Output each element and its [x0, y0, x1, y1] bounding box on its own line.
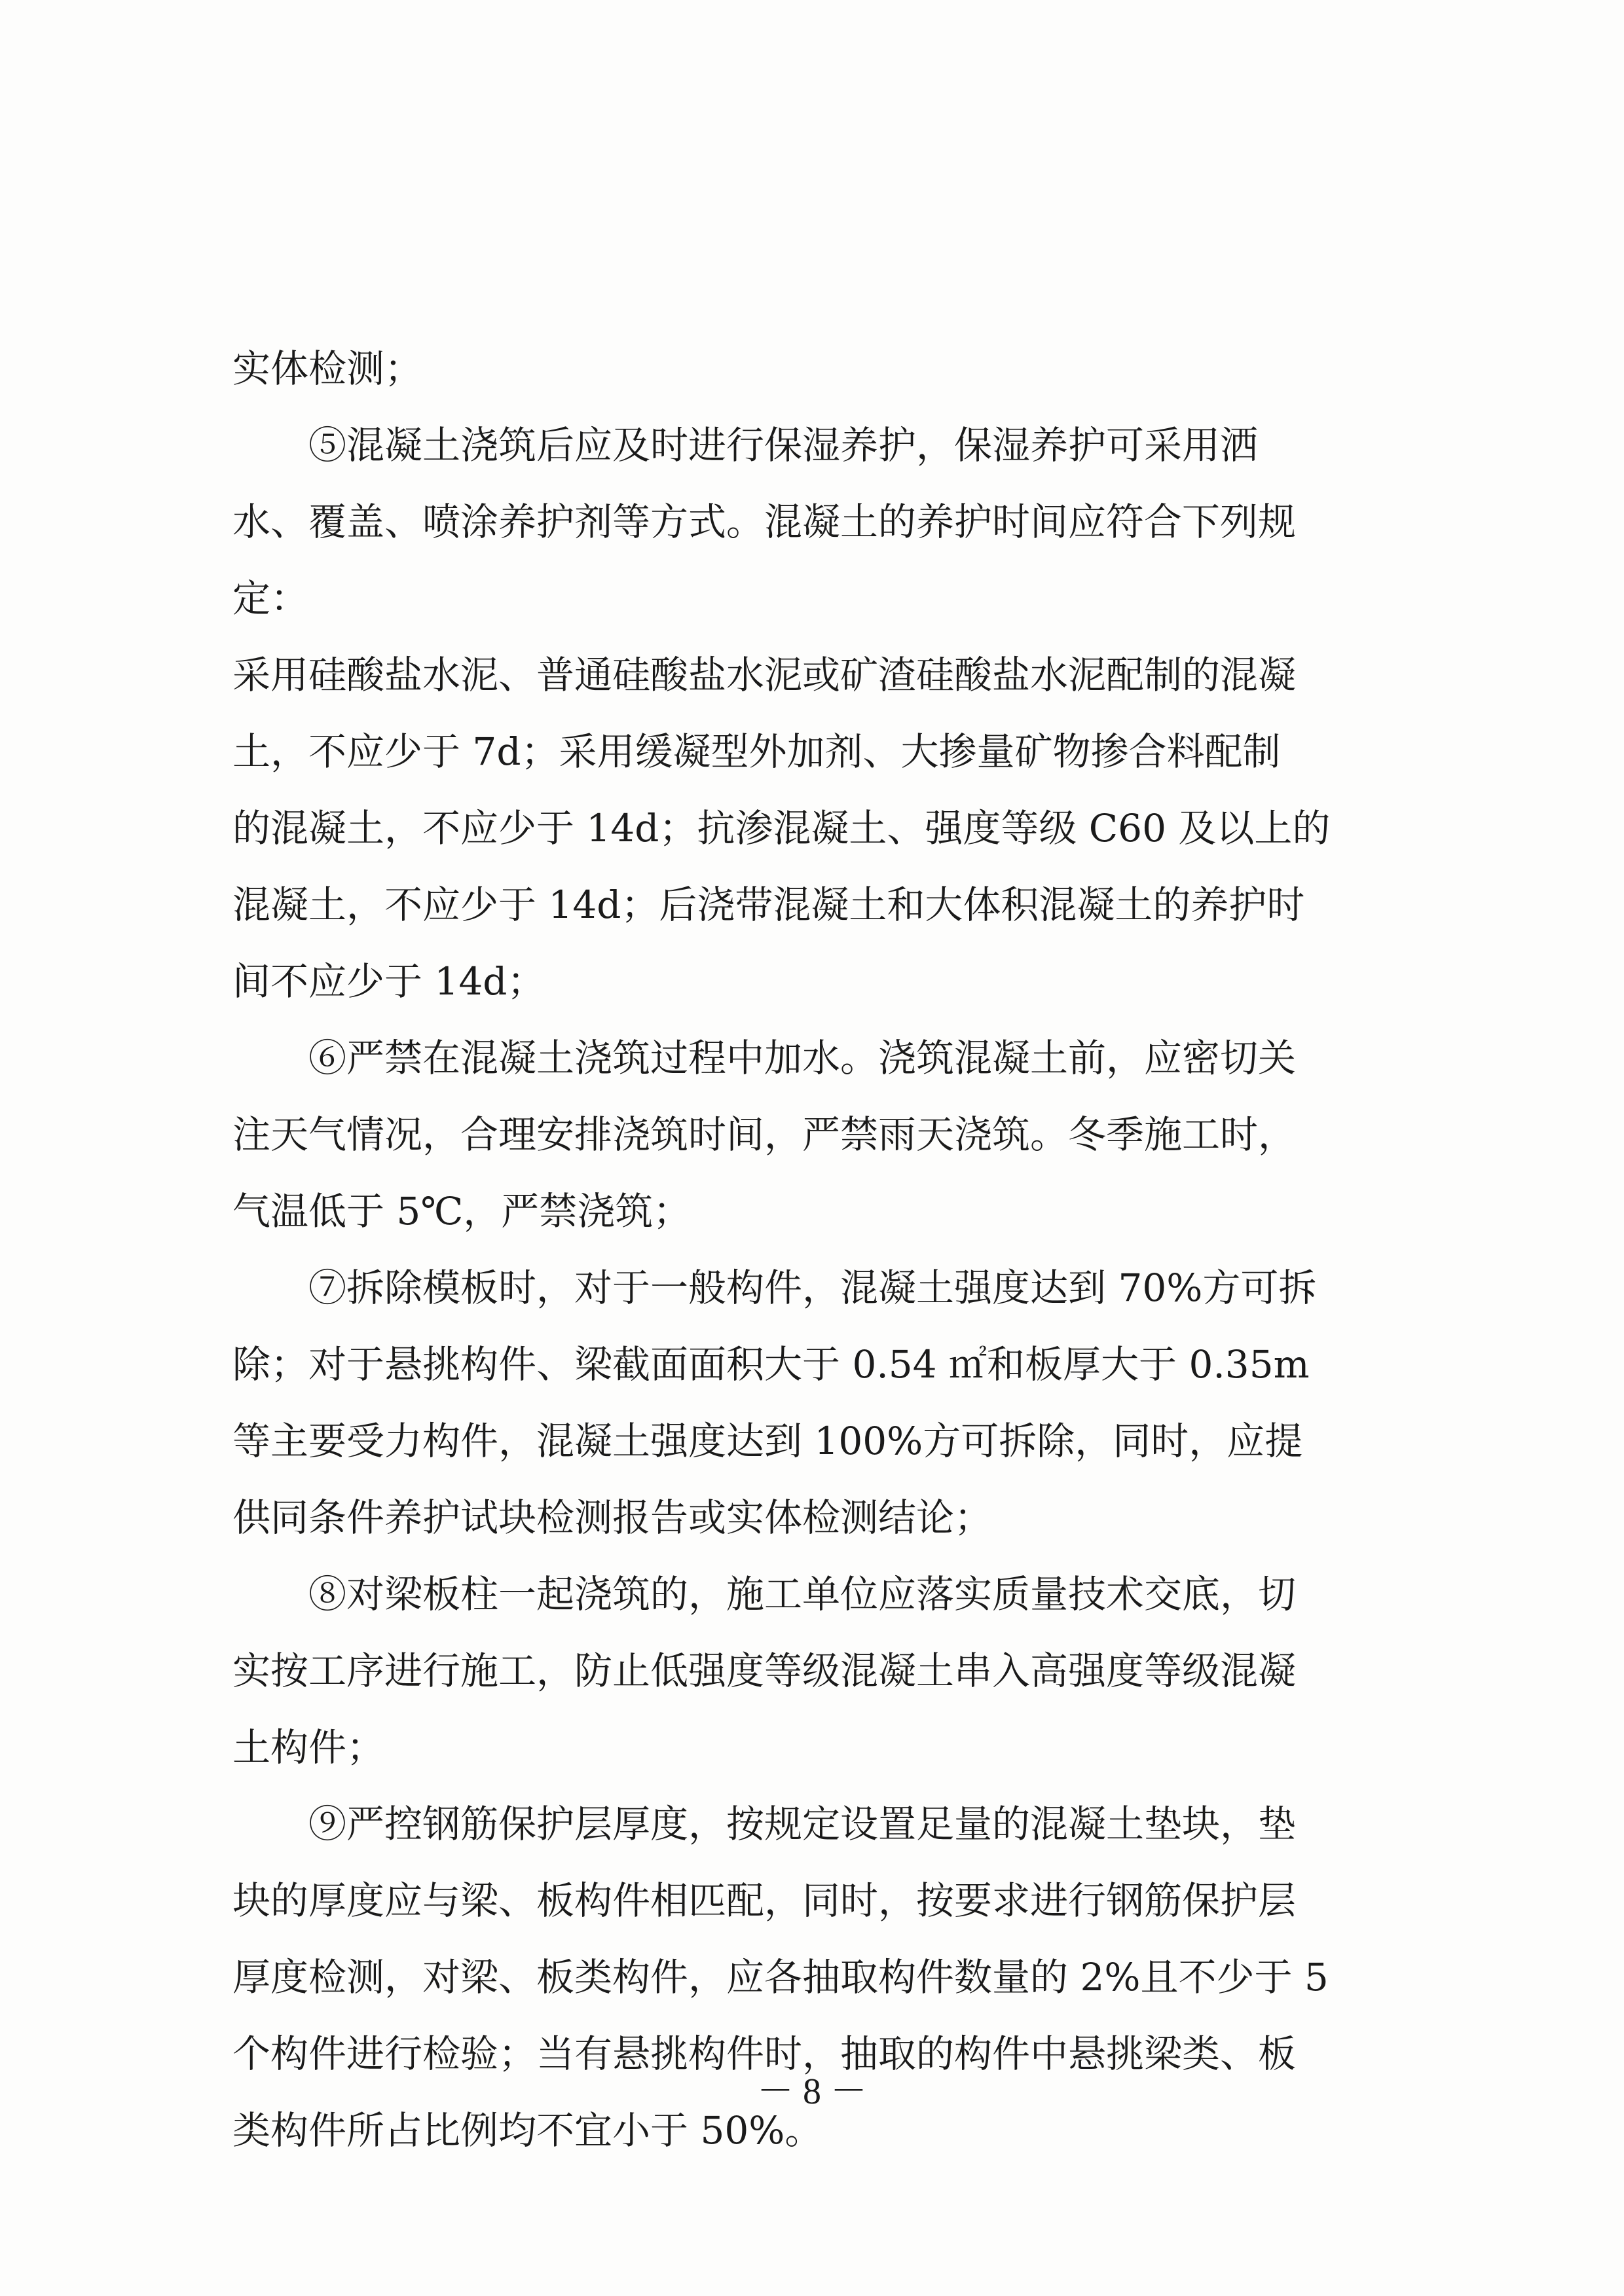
text-line: 间不应少于 14d； [232, 959, 545, 1004]
text-line: 水、覆盖、喷涂养护剂等方式。混凝土的养护时间应符合下列规 [232, 500, 1297, 544]
text-line: 等主要受力构件，混凝土强度达到 100%方可拆除，同时，应提 [232, 1419, 1303, 1463]
text-line: 混凝土，不应少于 14d；后浇带混凝土和大体积混凝土的养护时 [232, 883, 1305, 927]
text-line: ⑦拆除模板时，对于一般构件，混凝土强度达到 70%方可拆 [232, 1266, 1317, 1310]
text-line: 供同条件养护试块检测报告或实体检测结论； [232, 1495, 993, 1540]
body-text [232, 331, 1398, 2169]
text-line: 采用硅酸盐水泥、普通硅酸盐水泥或矿渣硅酸盐水泥配制的混凝 [232, 653, 1297, 697]
text-line: 厚度检测，对梁、板类构件，应各抽取构件数量的 2%且不少于 5 [232, 1955, 1329, 1999]
text-line: 除；对于悬挑构件、梁截面面积大于 0.54 ㎡和板厚大于 0.35m [232, 1342, 1310, 1387]
text-line: 类构件所占比例均不宜小于 50%。 [232, 2108, 823, 2153]
text-line: 实按工序进行施工，防止低强度等级混凝土串入高强度等级混凝 [232, 1649, 1297, 1693]
text-line: ⑧对梁板柱一起浇筑的，施工单位应落实质量技术交底，切 [232, 1572, 1297, 1616]
text-line: 土，不应少于 7d；采用缓凝型外加剂、大掺量矿物掺合料配制 [232, 729, 1281, 774]
text-line: 块的厚度应与梁、板构件相匹配，同时，按要求进行钢筋保护层 [232, 1878, 1297, 1923]
text-line: ⑨严控钢筋保护层厚度，按规定设置足量的混凝土垫块，垫 [232, 1802, 1297, 1846]
text-line: 的混凝土，不应少于 14d；抗渗混凝土、强度等级 C60 及以上的 [232, 806, 1331, 850]
text-line: ⑥严禁在混凝土浇筑过程中加水。浇筑混凝土前，应密切关 [232, 1036, 1297, 1080]
text-line: 定： [232, 576, 309, 621]
page-number: － 8 － [757, 2071, 867, 2112]
text-line: 注天气情况，合理安排浇筑时间，严禁雨天浇筑。冬季施工时， [232, 1112, 1297, 1157]
text-line: ⑤混凝土浇筑后应及时进行保湿养护，保湿养护可采用洒 [232, 423, 1259, 467]
text-line: 土构件； [232, 1725, 385, 1770]
text-line: 实体检测； [232, 346, 423, 391]
text-line: 个构件进行检验；当有悬挑构件时，抽取的构件中悬挑梁类、板 [232, 2032, 1297, 2076]
text-line: 气温低于 5℃，严禁浇筑； [232, 1189, 692, 1233]
